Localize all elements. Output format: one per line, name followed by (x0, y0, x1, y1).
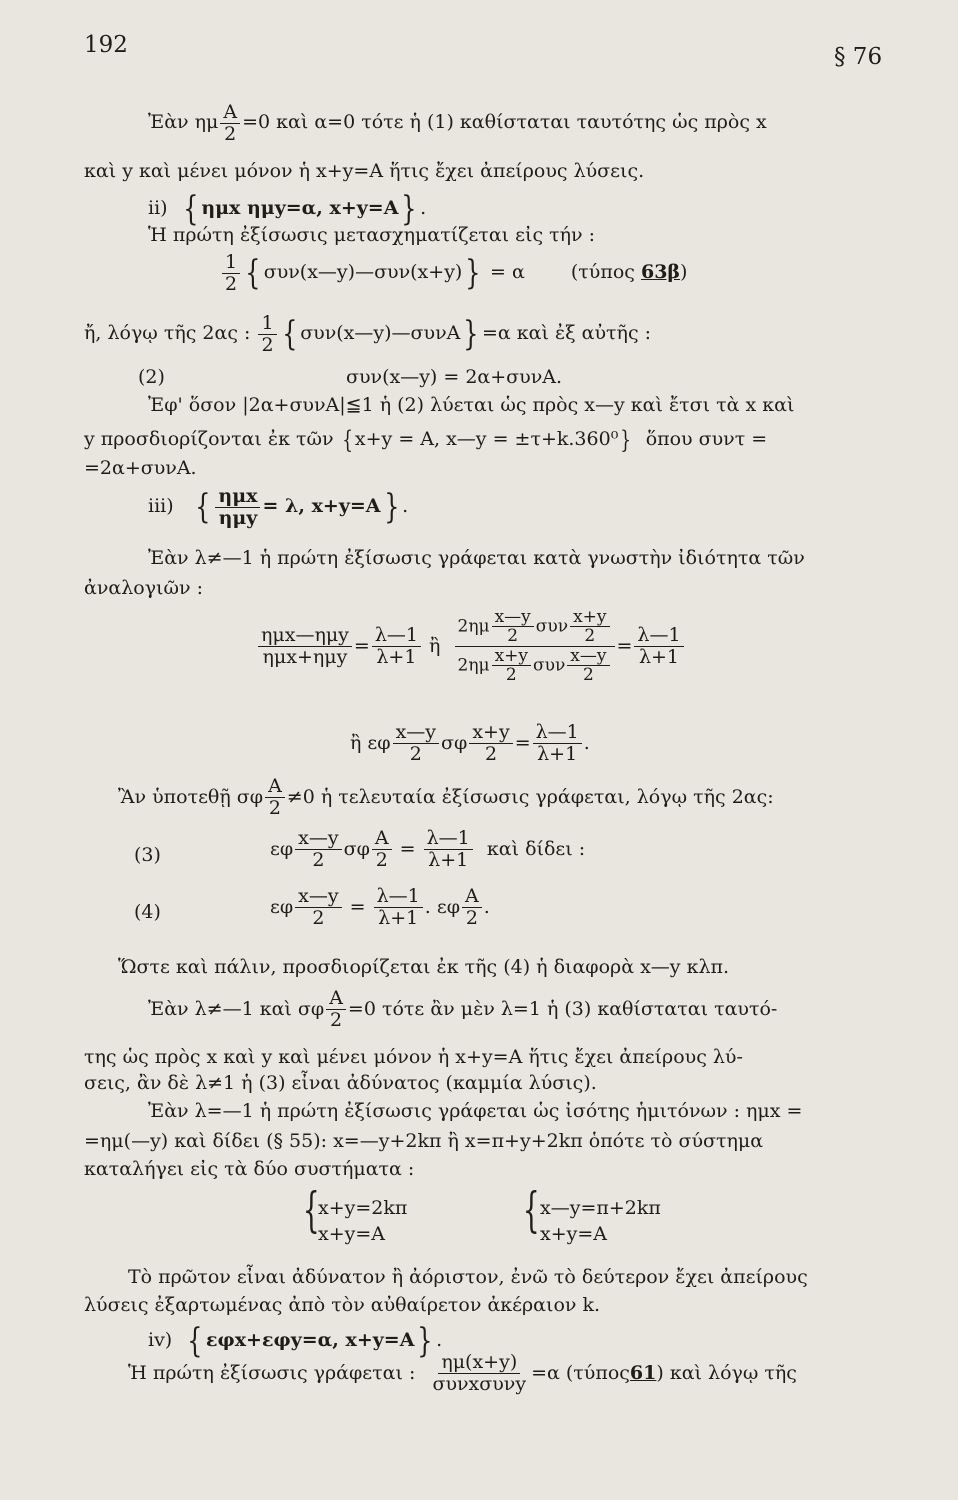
text-line: Ἐὰν λ≠—1 ἡ πρώτη ἐξίσωσις γράφεται κατὰ γνωστὴν ἰδιότητα τῶν (148, 547, 805, 569)
text-line: Τὸ πρῶτον εἶναι ἀδύνατον ἢ ἀόριστον, ἐνῶ τὸ δεύτερον ἔχει ἀπείρους (128, 1266, 808, 1288)
formula-line: εφ $\frac{x—y}{2}$ = $\frac{\lambda—1}{\lambda+1}$ . εφ A 2 . (270, 885, 490, 929)
formula-line: $\frac{1}{2}$ { συν(x—y)—συν(x+y)} = α (τύπος 63β) (220, 252, 687, 294)
text-line: Ἡ πρώτη ἐξίσωσις μετασχηματίζεται εἰς τήν : (148, 224, 596, 246)
system-2: x—y=π+2kπ x+y=A (540, 1197, 661, 1245)
formula-line: εφ x—y 2 σφ $\frac{A}{2}$ = $\frac{\lambda—1}{\lambda+1}$ καὶ δίδει : (270, 827, 586, 871)
text-line: Ἐὰν λ=—1 ἡ πρώτη ἐξίσωσις γράφεται ὡς ἰσότης ἡμιτόνων : ημx = (148, 1100, 803, 1122)
text-line: καὶ y καὶ μένει μόνον ἡ x+y=A ἥτις ἔχει ἀπείρους λύσεις. (84, 160, 645, 182)
formula-line: ἢ εφ x—y 2 σφ $\frac{x+y}{2}$ = $\frac{\lambda—1}{\lambda+1}$ . (350, 721, 590, 765)
fraction: $\frac{A}{2}$ (220, 102, 240, 144)
equation-number: (3) (134, 844, 161, 866)
page-number: 192 (84, 32, 128, 58)
text-line: Ἂν ὑποτεθῇ σφ A 2 ≠0 ἡ τελευταία ἐξίσωσις γράφεται, λόγῳ τῆς 2ας: (118, 775, 774, 819)
formula-line: συν(x—y) = 2α+συνA. (346, 366, 563, 388)
text-line: =ημ(—y) καὶ δίδει (§ 55): x=—y+2kπ ἢ x=π+y+2kπ ὁπότε τὸ σύστημα (84, 1130, 764, 1152)
formula-block: ημx—ημy ημx+ημy = $\frac{\lambda—1}{\lambda+1}$ ἢ 2ημ $\frac{x—y}{2}$ συν $\frac{x+y}{2}$ 2ημ $\frac{x+y}{2}$ συν $\frac{x—y}{2}$ = $\frac{\lambda—1}{\lambda+1}$ (256, 608, 686, 684)
text-line: ii) { ημx ημy=α, x+y=A} . (148, 189, 427, 229)
text-line: y προσδιορίζονται ἐκ τῶν { x+y = A, x—y = ±τ+k.360⁰} ὅπου συντ = (84, 426, 768, 454)
text-line: ἀναλογιῶν : (84, 577, 203, 599)
text-line: Ἐφ' ὅσον |2α+συνA|≦1 ἡ (2) λύεται ὡς πρὸς x—y καὶ ἔτσι τὰ x καὶ (148, 394, 795, 416)
text-line: καταλήγει εἰς τὰ δύο συστήματα : (84, 1158, 415, 1180)
text-line: Ἡ πρώτη ἐξίσωσις γράφεται : ημ(x+y) συνxσυνy =α (τύπος 61 ) καὶ λόγῳ τῆς (128, 1351, 797, 1395)
formula-line: ἤ, λόγῳ τῆς 2ας : $\frac{1}{2}$ { συν(x—y)—συνA} =α καὶ ἐξ αὐτῆς : (84, 312, 652, 356)
text-line: Ὥστε καὶ πάλιν, προσδιορίζεται ἐκ τῆς (4) ἡ διαφορὰ x—y κλπ. (118, 956, 730, 978)
text-line: λύσεις ἐξαρτωμένας ἀπὸ τὸν αὐθαίρετον ἀκέραιον k. (84, 1294, 601, 1316)
equation-number: (2) (138, 366, 165, 388)
text-line: της ὡς πρὸς x καὶ y καὶ μένει μόνον ἡ x+y=A ἥτις ἔχει ἀπείρους λύ- (84, 1046, 743, 1068)
formula-line: iv) { εφx+εφy=α, x+y=A} . (148, 1321, 443, 1361)
system-brace: { (302, 1182, 320, 1238)
formula-line: iii) { ημx ημy = λ, x+y=A} . (148, 485, 409, 529)
section-number: § 76 (834, 44, 883, 70)
text-line: =2α+συνA. (84, 457, 197, 479)
system-1: x+y=2kπ x+y=A (318, 1197, 408, 1245)
text-line: Ἐὰν ημ $\frac{A}{2}$ =0 καὶ α=0 τότε ἡ (1) καθίσταται ταυτότης ὡς πρὸς x (148, 101, 767, 145)
system-brace: { (522, 1182, 540, 1238)
text-line: σεις, ἂν δὲ λ≠1 ἡ (3) εἶναι ἀδύνατος (καμμία λύσις). (84, 1072, 597, 1094)
text-line: Ἐὰν λ≠—1 καὶ σφ $\frac{A}{2}$ =0 τότε ἂν μὲν λ=1 ἡ (3) καθίσταται ταυτό- (148, 987, 778, 1031)
equation-number: (4) (134, 901, 161, 923)
